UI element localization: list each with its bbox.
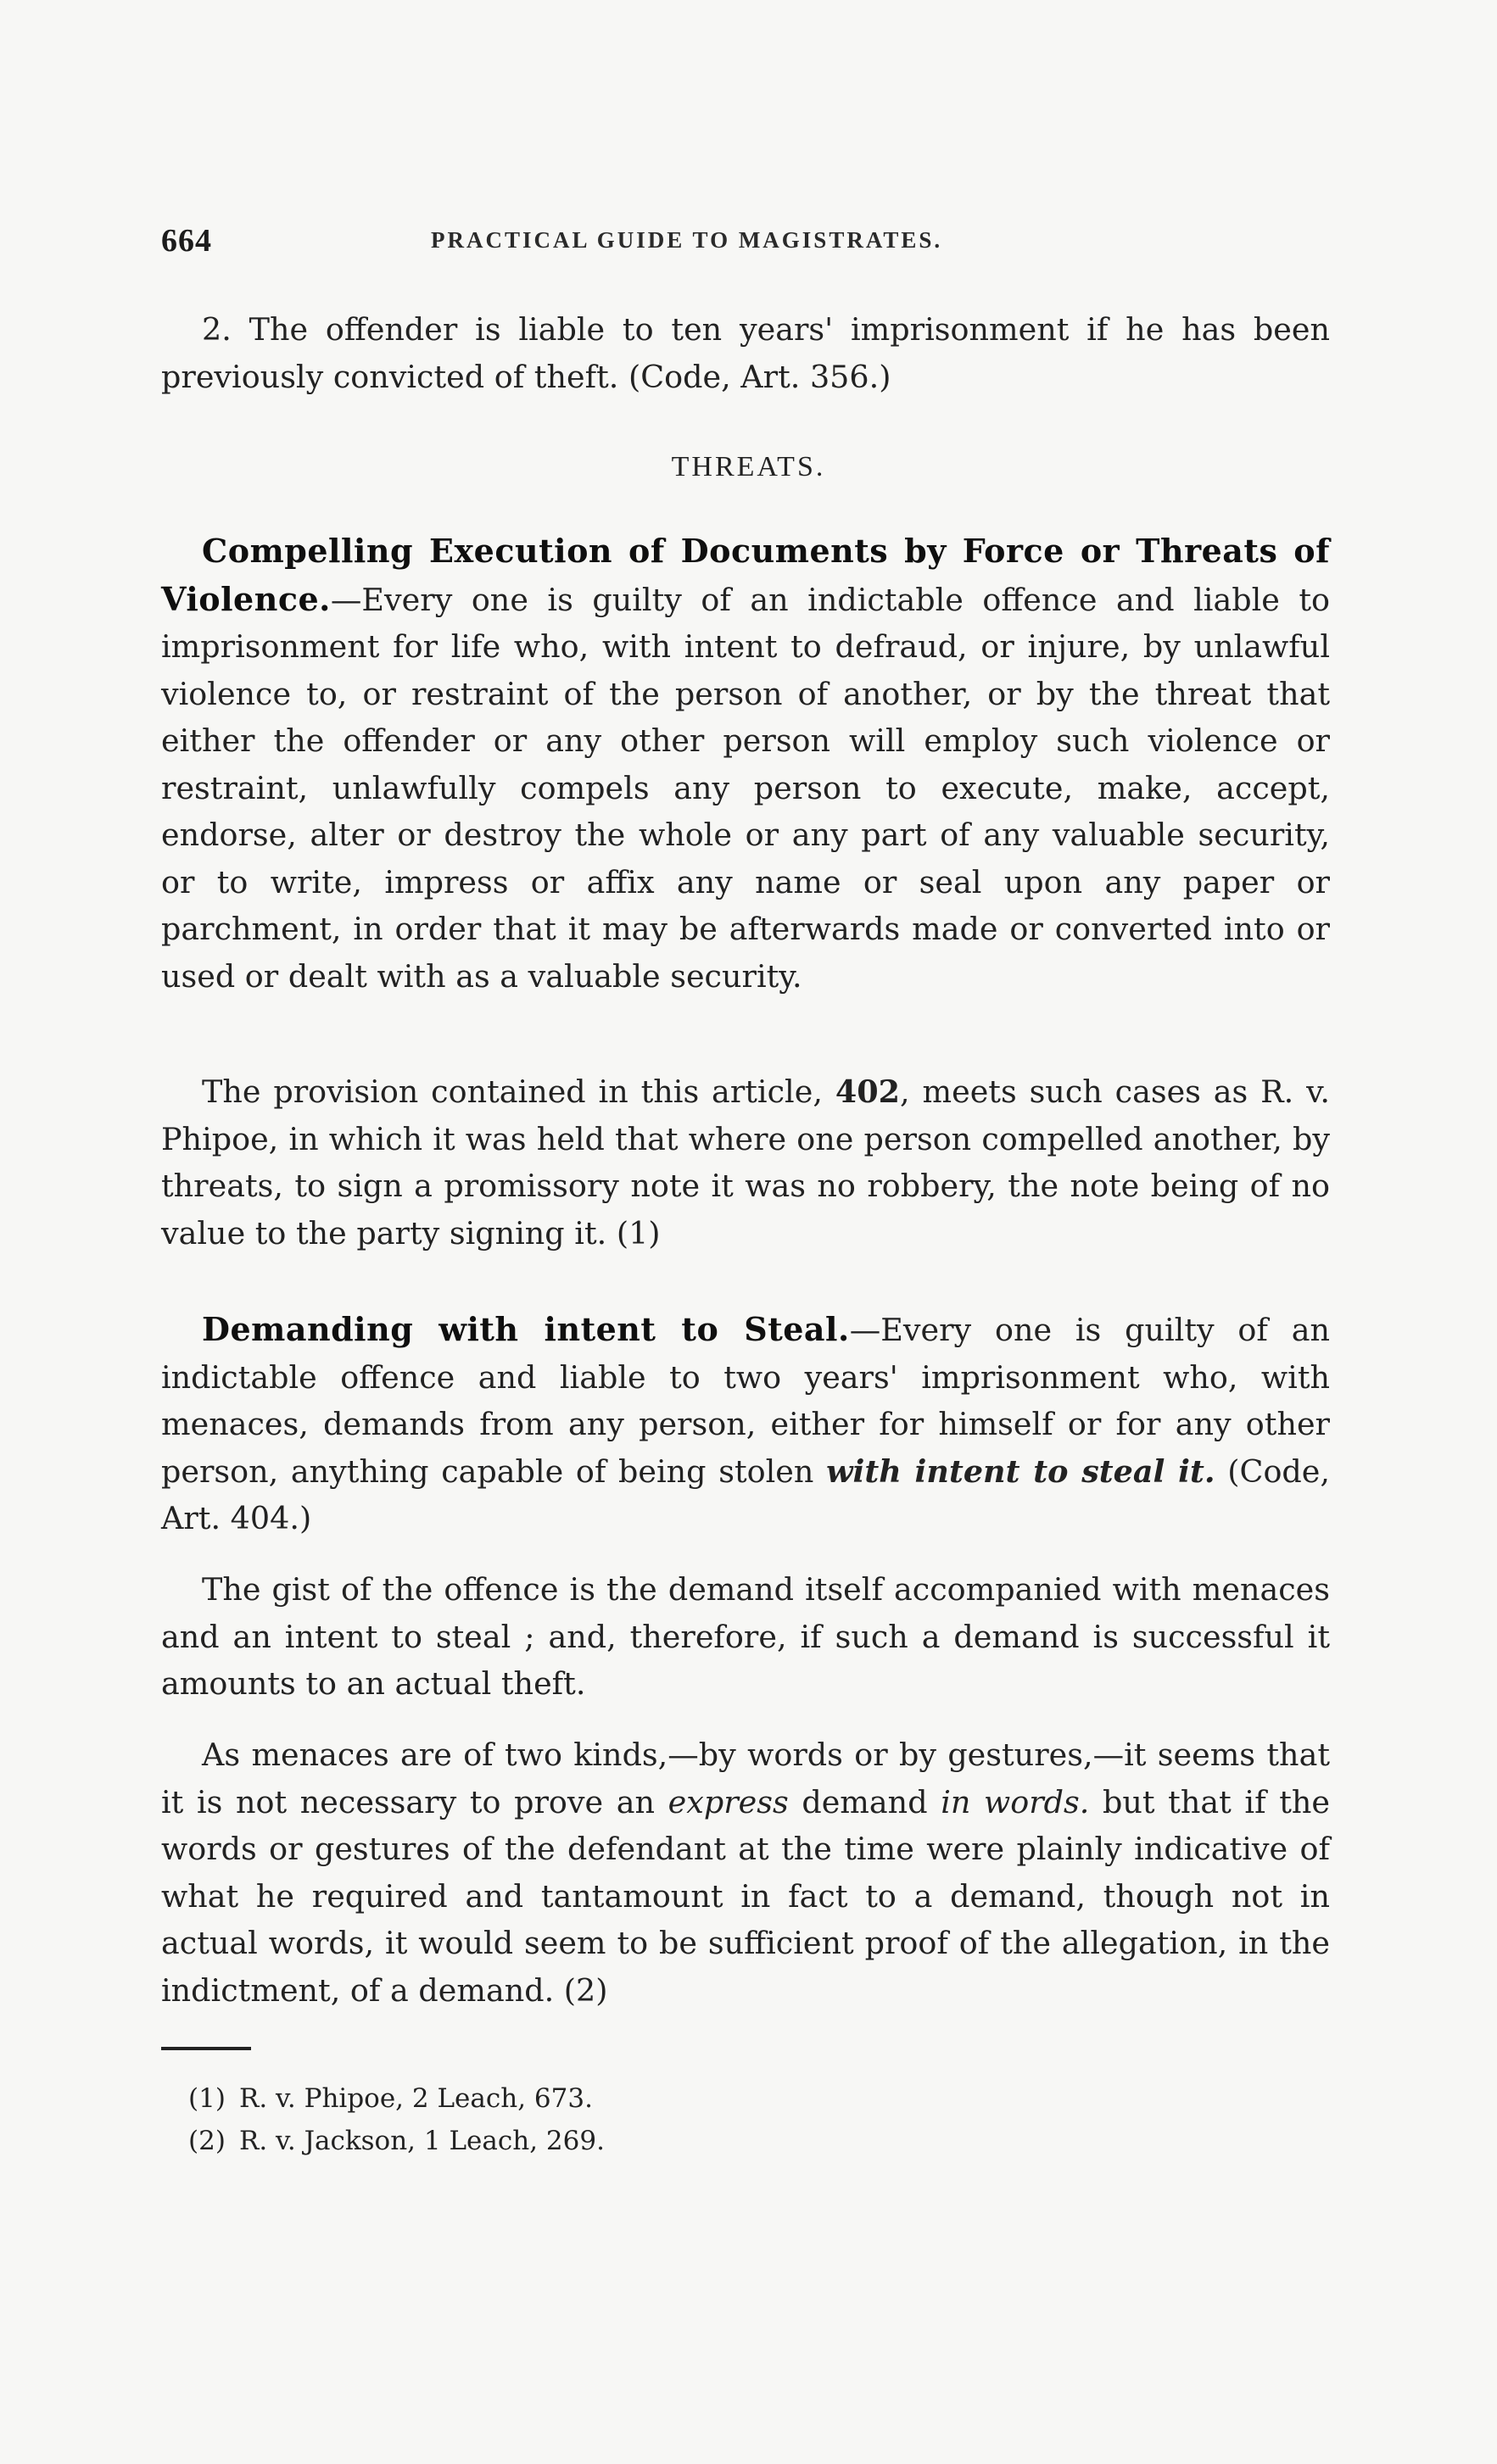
provision-text-after: , meets such cases as R. v. Phipoe, in which it was held that where one person compelled another, by threats, to sign a promissory note it was no robbery, the note being of no value to the party signing it. (1) — [161, 1073, 1330, 1252]
menaces-in-words: in words. — [941, 1783, 1090, 1820]
menaces-paragraph — [161, 1731, 1330, 2014]
compelling-paragraph — [161, 527, 1330, 1000]
demanding-heading: Demanding with intent to Steal. — [202, 1310, 850, 1348]
provision-paragraph — [161, 1068, 1330, 1257]
menaces-part2: demand — [788, 1783, 941, 1820]
demanding-section — [161, 1306, 1330, 1542]
menaces-part3: but that if the words or gestures of the defendant at the time were plainly indicative of what he required and tantamount in fact to a demand, though not in actual words, it would seem to be sufficient proof of the allegation, in the indictment, of a demand. (2) — [161, 1783, 1330, 2009]
gist-section — [161, 1566, 1330, 1708]
menaces-express: express — [668, 1783, 789, 1820]
footnote-marker: (1) — [188, 2083, 226, 2114]
menaces-section — [161, 1731, 1330, 2014]
gist-paragraph: The gist of the offence is the demand itself accompanied with menaces and an intent to steal ; and, therefore, if such a demand is successful it amounts to an actual theft. — [161, 1571, 1330, 1702]
theft-paragraph: 2. The offender is liable to ten years' imprisonment if he has been previously convicted of theft. (Code, Art. 356.) — [161, 311, 1330, 395]
demanding-paragraph — [161, 1306, 1330, 1542]
provision-article-number: 402 — [835, 1073, 901, 1110]
section-title: THREATS. — [671, 451, 826, 482]
footnote-item — [188, 2120, 605, 2162]
demanding-body: —Every one is guilty of an indictable offence and liable to two years' imprisonment who, with menaces, demands from any person, either for himself or for any other person, anything capable of being stolen — [161, 1312, 1330, 1490]
page-header — [161, 222, 1336, 265]
footnotes — [188, 2077, 605, 2162]
compelling-body: —Every one is guilty of an indictable offence and liable to imprisonment for life who, with intent to defraud, or injure, by unlawful violence to, or restraint of the person of another, or by the threat that either the offender or any other person will employ such violence or restraint, unlawfully compels any person to execute, make, accept, endorse, alter or destroy the whole or any part of any valuable security, or to write, impress or affix any name or seal upon any paper or parchment, in order that it may be afterwards made or converted into or used or dealt with as a valuable security. — [161, 581, 1330, 995]
footnote-item — [188, 2077, 605, 2120]
theft-paragraph-block — [161, 306, 1330, 400]
footnote-divider — [161, 2047, 251, 2050]
page-number: 664 — [161, 223, 212, 259]
compelling-section — [161, 527, 1330, 1000]
footnote-text: R. v. Jackson, 1 Leach, 269. — [239, 2126, 605, 2156]
provision-text-before: The provision contained in this article, — [202, 1073, 835, 1110]
menaces-part1: As menaces are of two kinds,—by words or by gestures,—it seems that it is not necessary to prove an — [161, 1737, 1330, 1820]
running-head: PRACTICAL GUIDE TO MAGISTRATES. — [431, 227, 943, 253]
compelling-heading: Compelling Execution of Documents by Force or Threats of Violence. — [161, 532, 1330, 618]
footnote-text: R. v. Phipoe, 2 Leach, 673. — [239, 2083, 593, 2114]
provision-section — [161, 1068, 1330, 1257]
footnote-marker: (2) — [188, 2126, 226, 2156]
demanding-citation: (Code, Art. 404.) — [161, 1452, 1330, 1536]
demanding-italic-phrase: with intent to steal it. — [826, 1452, 1215, 1490]
